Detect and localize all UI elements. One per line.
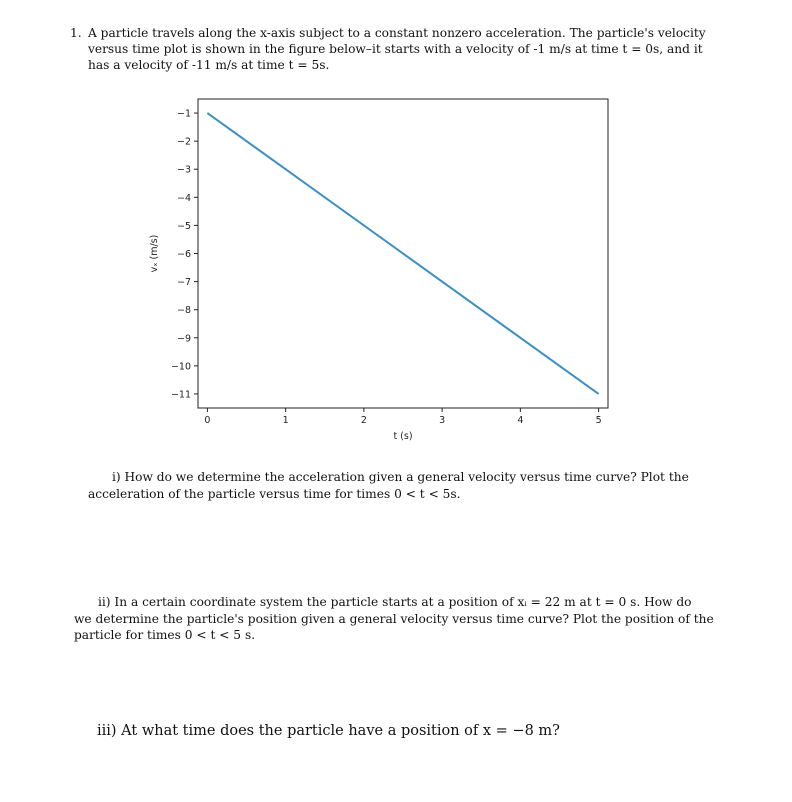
x-tick-label: 2 bbox=[360, 415, 367, 426]
velocity-chart-svg bbox=[130, 90, 620, 450]
x-tick-label: 0 bbox=[204, 415, 211, 426]
velocity-series-line bbox=[207, 113, 598, 394]
y-tick-label: −11 bbox=[170, 389, 191, 401]
problem-line-1: A particle travels along the x-axis subject to a constant nonzero acceleration. The particle's velocity bbox=[88, 26, 706, 40]
y-tick-label: −3 bbox=[176, 164, 191, 176]
y-tick-label: −9 bbox=[176, 333, 191, 345]
y-tick-label: −8 bbox=[176, 305, 191, 317]
question-ii-line-3: particle for times 0 < t < 5 s. bbox=[74, 628, 256, 642]
y-tick-label: −6 bbox=[176, 249, 191, 260]
x-axis-label: t (s) bbox=[393, 431, 413, 442]
y-tick-label: −5 bbox=[176, 220, 191, 232]
y-tick-label: −4 bbox=[176, 192, 191, 204]
x-tick-label: 1 bbox=[282, 415, 289, 426]
x-tick-label: 4 bbox=[517, 415, 524, 426]
problem-number: 1. bbox=[70, 26, 82, 40]
question-ii-line-1: ii) In a certain coordinate system the particle starts at a position of xᵢ = 22 m at t = 0 s. How do bbox=[98, 595, 692, 609]
y-axis-label: vₓ (m/s) bbox=[149, 234, 160, 273]
problem-line-2: versus time plot is shown in the figure below–it starts with a velocity of -1 m/s at time t = 0s, and it bbox=[88, 42, 703, 56]
x-tick-label: 5 bbox=[595, 415, 602, 426]
y-tick-label: −1 bbox=[176, 108, 191, 120]
y-tick-label: −2 bbox=[176, 136, 191, 148]
question-ii-line-2: we determine the particle's position given a general velocity versus time curve? Plot the position of the bbox=[74, 611, 714, 626]
question-i-line-1: i) How do we determine the acceleration given a general velocity versus time curve? Plot the bbox=[112, 470, 689, 484]
question-ii bbox=[74, 594, 726, 644]
problem-line-3: has a velocity of -11 m/s at time t = 5s. bbox=[88, 58, 330, 72]
y-tick-label: −10 bbox=[170, 361, 191, 373]
y-tick-label: −7 bbox=[176, 277, 191, 289]
question-iii: iii) At what time does the particle have a position of x = −8 m? bbox=[97, 723, 560, 739]
velocity-chart bbox=[130, 90, 620, 450]
question-i-line-2: acceleration of the particle versus time for times 0 < t < 5s. bbox=[88, 486, 461, 501]
x-tick-label: 3 bbox=[439, 415, 446, 426]
question-i bbox=[88, 469, 708, 502]
